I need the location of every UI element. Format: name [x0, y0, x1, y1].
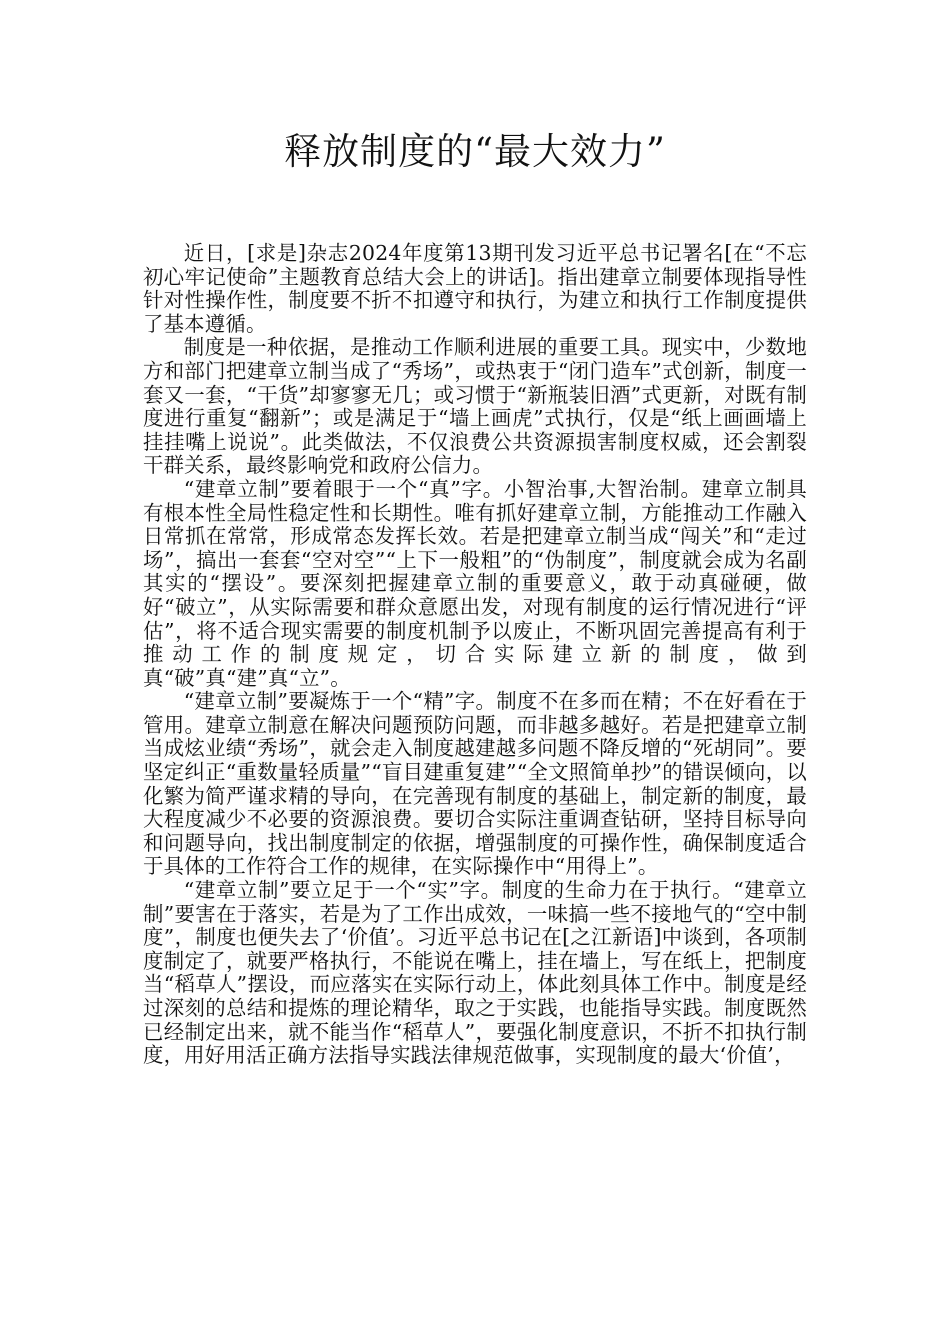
- paragraph-2: 制度是一种依据，是推动工作顺利进展的重要工具。现实中，少数地方和部门把建章立制当成了“秀场”，或热衷于“闭门造车”式创新，制度一套又一套，“干货”却寥寥无几；或习惯于“新瓶装旧酒”式更新，对既有制度进行重复“翻新”；或是满足于“墙上画虎”式执行，仅是“纸上画画墙上挂挂嘴上说说”。此类做法，不仅浪费公共资源损害制度权威，还会割裂干群关系，最终影响党和政府公信力。: [143, 335, 807, 478]
- paragraph-3: “建章立制”要着眼于一个“真”字。小智治事,大智治制。建章立制具有根本性全局性稳定性和长期性。唯有抓好建章立制，方能推动工作融入日常抓在常常，形成常态发挥长效。若是把建章立制当成“闯关”和“走过场”，搞出一套套“空对空”“上下一般粗”的“伪制度”，制度就会成为名副其实的“摆设”。要深刻把握建章立制的重要意义，敢于动真碰硬，做好“破立”，从实际需要和群众意愿出发，对现有制度的运行情况进行“评估”，将不适合现实需要的制度机制予以废止，不断巩固完善提高有利于推动工作的制度规定，切合实际建立新的制度，做到真“破”真“建”真“立”。: [143, 476, 807, 690]
- paragraph-5: “建章立制”要立足于一个“实”字。制度的生命力在于执行。“建章立制”要害在于落实，若是为了工作出成效，一味搞一些不接地气的“空中制度”，制度也便失去了‘价值’。习近平总书记在[之江新语]中谈到，各项制度制定了，就要严格执行，不能说在嘴上，挂在墙上，写在纸上，把制度当“稻草人”摆设，而应落实在实际行动上，体此刻具体工作中。制度是经过深刻的总结和提炼的理论精华，取之于实践，也能指导实践。制度既然已经制定出来，就不能当作“稻草人”，要强化制度意识，不折不扣执行制度，用好用活正确方法指导实践法律规范做事，实现制度的最大‘价值’，: [143, 878, 807, 1068]
- paragraph-1: 近日，[求是]杂志2024年度第13期刊发习近平总书记署名[在“不忘初心牢记使命”主题教育总结大会上的讲话]。指出建章立制要体现指导性针对性操作性，制度要不折不扣遵守和执行，为建立和执行工作制度提供了基本遵循。: [143, 241, 807, 336]
- paragraph-4: “建章立制”要凝炼于一个“精”字。制度不在多而在精；不在好看在于管用。建章立制意在解决问题预防问题，而非越多越好。若是把建章立制当成炫业绩“秀场”，就会走入制度越建越多问题不降反增的“死胡同”。要坚定纠正“重数量轻质量”“盲目建重复建”“全文照简单抄”的错误倾向，以化繁为简严谨求精的导向，在完善现有制度的基础上，制定新的制度，最大程度减少不必要的资源浪费。要切合实际注重调查钻研，坚持目标导向和问题导向，找出制度制定的依据，增强制度的可操作性，确保制度适合于具体的工作符合工作的规律，在实际操作中“用得上”。: [143, 689, 807, 879]
- document-body: [143, 242, 807, 1068]
- document-title: 释放制度的“最大效力”: [284, 130, 666, 173]
